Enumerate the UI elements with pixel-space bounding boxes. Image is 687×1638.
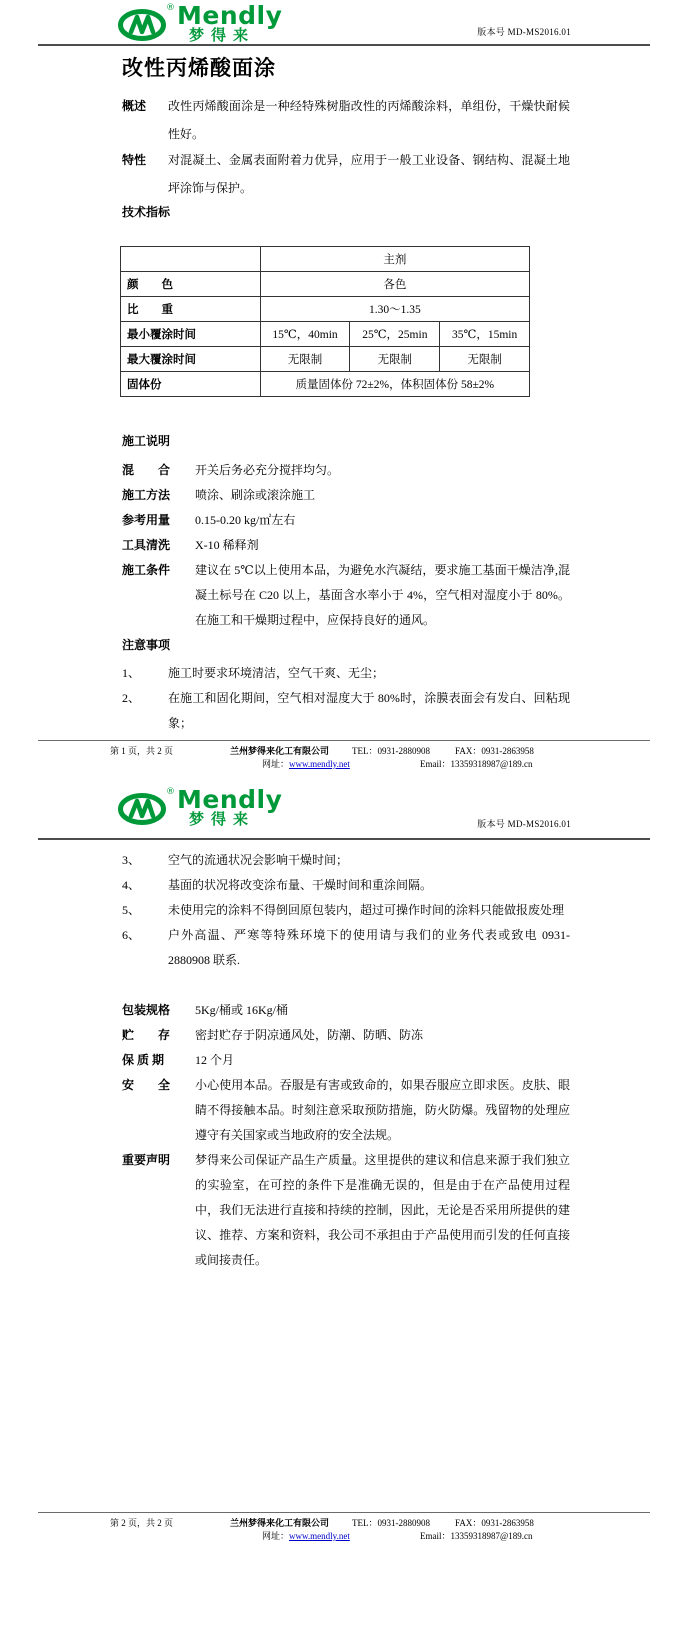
brand-name-en: Mendly bbox=[177, 1, 283, 30]
email-value: 13359318987@189.cn bbox=[450, 759, 533, 769]
spec-cell: 各色 bbox=[260, 272, 529, 297]
construction-heading: 施工说明 bbox=[122, 434, 171, 448]
footer-line-1 bbox=[0, 1516, 687, 1529]
item-label: 工具清洗 bbox=[122, 538, 171, 552]
table-row bbox=[121, 347, 530, 372]
page-number: 第 2 页，共 2 页 bbox=[110, 1518, 174, 1528]
note-number: 5、 bbox=[122, 903, 141, 917]
item-label: 施工条件 bbox=[122, 563, 171, 577]
spec-cell: 无限制 bbox=[350, 347, 440, 372]
overview-label: 概述 bbox=[122, 99, 147, 113]
note-item bbox=[122, 873, 570, 898]
email-value: 13359318987@189.cn bbox=[450, 1531, 533, 1541]
footer-email bbox=[420, 1529, 533, 1542]
brand-name-en: Mendly bbox=[177, 785, 283, 814]
page-number: 第 1 页，共 2 页 bbox=[110, 746, 174, 756]
table-row bbox=[121, 297, 530, 322]
notes-heading: 注意事项 bbox=[122, 638, 171, 652]
features-text: 对混凝土、金属表面附着力优异，应用于一般工业设备、钢结构、混凝土地坪涂饰与保护。 bbox=[168, 153, 570, 195]
features-label: 特性 bbox=[122, 153, 147, 167]
construction-item bbox=[122, 558, 570, 633]
spec-row-label: 比 重 bbox=[121, 297, 261, 322]
note-item bbox=[122, 923, 570, 973]
construction-item bbox=[122, 533, 570, 558]
spec-cell: 35℃，15min bbox=[440, 322, 530, 347]
note-number: 4、 bbox=[122, 878, 141, 892]
footer-line-1 bbox=[0, 744, 687, 757]
item-text: 5Kg/桶或 16Kg/桶 bbox=[195, 1003, 289, 1017]
spec-row-label: 固体份 bbox=[121, 372, 261, 397]
item-text: 12 个月 bbox=[195, 1053, 235, 1067]
note-number: 2、 bbox=[122, 691, 141, 705]
item-text: 开关后务必充分搅拌均匀。 bbox=[195, 463, 340, 477]
footer-site bbox=[262, 1529, 350, 1542]
item-label: 施工方法 bbox=[122, 488, 171, 502]
spec-row-label: 最大覆涂时间 bbox=[121, 347, 261, 372]
item-label: 安 全 bbox=[122, 1078, 171, 1092]
info-item bbox=[122, 1048, 570, 1073]
overview-section bbox=[122, 92, 570, 148]
registered-mark: ® bbox=[166, 3, 175, 13]
brand-wordmark bbox=[177, 785, 283, 828]
info-list bbox=[122, 998, 570, 1273]
version-label: 版本号 MD-MS2016.01 bbox=[477, 27, 571, 37]
note-text: 空气的流通状况会影响干燥时间； bbox=[168, 853, 349, 867]
brand-name-cn: 梦得来 bbox=[189, 26, 256, 44]
footer-fax: FAX：0931-2863958 bbox=[455, 746, 534, 756]
overview-text: 改性丙烯酸面涂是一种经特殊树脂改性的丙烯酸涂料，单组份，干燥快耐候性好。 bbox=[168, 99, 570, 141]
note-number: 1、 bbox=[122, 666, 141, 680]
table-row bbox=[121, 272, 530, 297]
footer-rule bbox=[38, 740, 650, 741]
note-number: 3、 bbox=[122, 853, 141, 867]
footer-line-2 bbox=[0, 1529, 687, 1542]
company-name: 兰州梦得来化工有限公司 bbox=[230, 1518, 330, 1528]
item-label: 混 合 bbox=[122, 463, 171, 477]
notes-list-continued bbox=[122, 848, 570, 973]
spec-cell: 无限制 bbox=[440, 347, 530, 372]
item-text: X-10 稀释剂 bbox=[195, 538, 259, 552]
spec-cell: 1.30～1.35 bbox=[260, 297, 529, 322]
brand-name-cn: 梦得来 bbox=[189, 810, 256, 828]
item-label: 贮 存 bbox=[122, 1028, 171, 1042]
table-row bbox=[121, 322, 530, 347]
site-label: 网址： bbox=[262, 1531, 290, 1541]
table-row bbox=[121, 247, 530, 272]
info-item bbox=[122, 1023, 570, 1048]
note-item bbox=[122, 686, 570, 736]
note-number: 6、 bbox=[122, 928, 141, 942]
site-link[interactable]: www.mendly.net bbox=[289, 759, 350, 769]
info-item bbox=[122, 1073, 570, 1148]
header-rule bbox=[38, 44, 650, 46]
registered-mark: ® bbox=[166, 787, 175, 797]
tech-specs-table bbox=[120, 246, 530, 397]
brand-logo bbox=[118, 1, 283, 44]
item-label: 包装规格 bbox=[122, 1003, 171, 1017]
spec-header-cell: 主剂 bbox=[260, 247, 529, 272]
spec-cell: 25℃，25min bbox=[350, 322, 440, 347]
item-label: 保 质 期 bbox=[122, 1053, 165, 1067]
company-name: 兰州梦得来化工有限公司 bbox=[230, 746, 330, 756]
spec-row-label: 颜 色 bbox=[121, 272, 261, 297]
spec-cell: 质量固体份 72±2%，体积固体份 58±2% bbox=[260, 372, 529, 397]
note-text: 户外高温、严寒等特殊环境下的使用请与我们的业务代表或致电 0931-2880908 联系. bbox=[168, 928, 570, 967]
email-label: Email： bbox=[420, 759, 451, 769]
notes-list bbox=[122, 661, 570, 736]
construction-item bbox=[122, 508, 570, 533]
footer-email bbox=[420, 757, 533, 770]
header-rule bbox=[38, 838, 650, 840]
info-item bbox=[122, 1148, 570, 1273]
item-label: 重要声明 bbox=[122, 1153, 171, 1167]
footer-tel: TEL：0931-2880908 bbox=[352, 746, 430, 756]
item-text: 密封贮存于阴凉通风处，防潮、防晒、防冻 bbox=[195, 1028, 424, 1042]
construction-list bbox=[122, 458, 570, 633]
spec-empty-cell bbox=[121, 247, 261, 272]
tech-specs-heading: 技术指标 bbox=[122, 205, 171, 219]
spec-row-label: 最小覆涂时间 bbox=[121, 322, 261, 347]
note-item bbox=[122, 661, 570, 686]
version-label: 版本号 MD-MS2016.01 bbox=[477, 819, 571, 829]
email-label: Email： bbox=[420, 1531, 451, 1541]
note-text: 未使用完的涂料不得倒回原包装内，超过可操作时间的涂料只能做报废处理 bbox=[168, 903, 565, 917]
footer-rule bbox=[38, 1512, 650, 1513]
note-text: 施工时要求环境清洁，空气干爽、无尘； bbox=[168, 666, 385, 680]
note-text: 基面的状况将改变涂布量、干燥时间和重涂间隔。 bbox=[168, 878, 433, 892]
spec-cell: 无限制 bbox=[260, 347, 350, 372]
note-item bbox=[122, 848, 570, 873]
brand-wordmark bbox=[177, 1, 283, 44]
item-text: 建议在 5℃以上使用本品，为避免水汽凝结，要求施工基面干燥洁净,混凝土标号在 C20 以上，基面含水率小于 4%，空气相对湿度小于 80%。在施工和干燥期过程中，应保持良好的通风。 bbox=[195, 563, 570, 627]
item-text: 小心使用本品。吞服是有害或致命的，如果吞服应立即求医。皮肤、眼睛不得接触本品。时刻注意采取预防措施，防火防爆。残留物的处理应遵守有关国家或当地政府的安全法规。 bbox=[195, 1078, 570, 1142]
item-text: 梦得来公司保证产品生产质量。这里提供的建议和信息来源于我们独立的实验室，在可控的条件下是准确无误的，但是由于在产品使用过程中，我们无法进行直接和持续的控制，因此，无论是否采用所提供的建议、推荐、方案和资料，我公司不承担由于产品使用而引发的任何直接或间接责任。 bbox=[195, 1153, 570, 1267]
item-text: 0.15-0.20 kg/㎡左右 bbox=[195, 513, 296, 527]
site-link[interactable]: www.mendly.net bbox=[289, 1531, 350, 1541]
features-section bbox=[122, 146, 570, 202]
note-item bbox=[122, 898, 570, 923]
site-label: 网址： bbox=[262, 759, 290, 769]
brand-logo-icon bbox=[118, 6, 170, 42]
item-label: 参考用量 bbox=[122, 513, 171, 527]
footer-site bbox=[262, 757, 350, 770]
doc-title: 改性丙烯酸面涂 bbox=[122, 56, 276, 80]
item-text: 喷涂、刷涂或滚涂施工 bbox=[195, 488, 316, 502]
footer-fax: FAX：0931-2863958 bbox=[455, 1518, 534, 1528]
construction-item bbox=[122, 458, 570, 483]
info-item bbox=[122, 998, 570, 1023]
footer-line-2 bbox=[0, 757, 687, 770]
brand-logo-icon bbox=[118, 790, 170, 826]
note-text: 在施工和固化期间，空气相对湿度大于 80%时，涂膜表面会有发白、回粘现象； bbox=[168, 691, 570, 730]
construction-item bbox=[122, 483, 570, 508]
table-row bbox=[121, 372, 530, 397]
spec-cell: 15℃，40min bbox=[260, 322, 350, 347]
footer-tel: TEL：0931-2880908 bbox=[352, 1518, 430, 1528]
brand-logo bbox=[118, 785, 283, 828]
